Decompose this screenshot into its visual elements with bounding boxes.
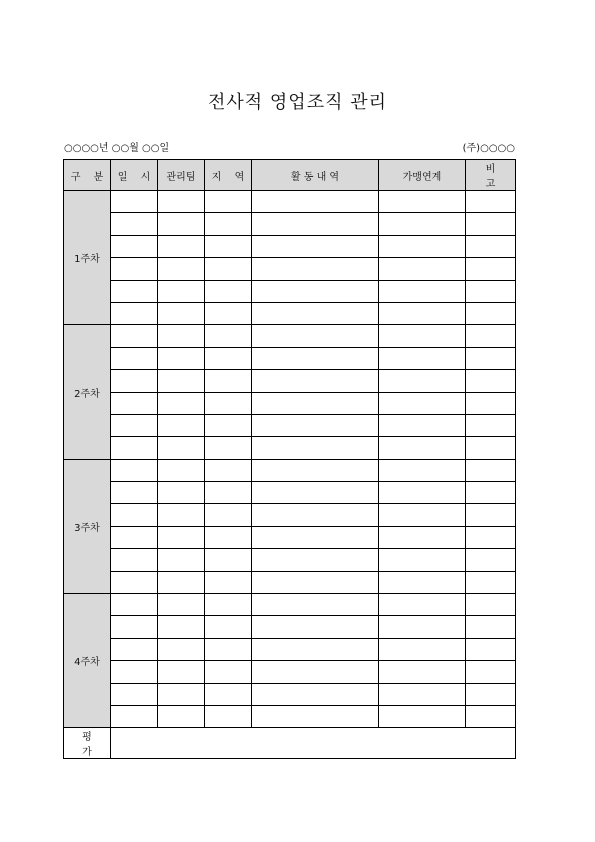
region-cell[interactable] xyxy=(205,392,252,414)
remarks-cell[interactable] xyxy=(466,594,516,616)
header-activity: 활 동 내 역 xyxy=(252,160,379,191)
evaluation-label: 평 가 xyxy=(64,728,111,759)
team-cell[interactable] xyxy=(158,571,205,593)
activity-cell[interactable] xyxy=(252,347,379,369)
affiliate-cell[interactable] xyxy=(379,594,466,616)
affiliate-cell[interactable] xyxy=(379,638,466,660)
remarks-cell[interactable] xyxy=(466,616,516,638)
activity-cell[interactable] xyxy=(252,213,379,235)
remarks-cell[interactable] xyxy=(466,235,516,257)
region-cell[interactable] xyxy=(205,414,252,436)
table-row xyxy=(64,302,516,324)
region-cell[interactable] xyxy=(205,683,252,705)
table-row xyxy=(64,482,516,504)
affiliate-cell[interactable] xyxy=(379,235,466,257)
team-cell[interactable] xyxy=(158,347,205,369)
datetime-cell[interactable] xyxy=(111,616,158,638)
remarks-cell[interactable] xyxy=(466,280,516,302)
datetime-cell[interactable] xyxy=(111,191,158,213)
table-row xyxy=(64,280,516,302)
region-cell[interactable] xyxy=(205,258,252,280)
team-cell[interactable] xyxy=(158,616,205,638)
table-row xyxy=(64,370,516,392)
datetime-cell[interactable] xyxy=(111,235,158,257)
datetime-cell[interactable] xyxy=(111,280,158,302)
affiliate-cell[interactable] xyxy=(379,325,466,347)
table-row xyxy=(64,526,516,548)
region-cell[interactable] xyxy=(205,616,252,638)
team-cell[interactable] xyxy=(158,594,205,616)
table-row xyxy=(64,549,516,571)
datetime-cell[interactable] xyxy=(111,370,158,392)
activity-table xyxy=(63,159,516,759)
table-row xyxy=(64,213,516,235)
week-label: 3주차 xyxy=(64,459,111,593)
table-row xyxy=(64,638,516,660)
table-row xyxy=(64,661,516,683)
team-cell[interactable] xyxy=(158,258,205,280)
activity-cell[interactable] xyxy=(252,616,379,638)
header-region: 지 역 xyxy=(205,160,252,191)
region-cell[interactable] xyxy=(205,325,252,347)
activity-cell[interactable] xyxy=(252,549,379,571)
affiliate-cell[interactable] xyxy=(379,616,466,638)
table-row xyxy=(64,325,516,347)
datetime-cell[interactable] xyxy=(111,347,158,369)
region-cell[interactable] xyxy=(205,213,252,235)
activity-cell[interactable] xyxy=(252,504,379,526)
remarks-cell[interactable] xyxy=(466,213,516,235)
affiliate-cell[interactable] xyxy=(379,347,466,369)
remarks-cell[interactable] xyxy=(466,191,516,213)
remarks-cell[interactable] xyxy=(466,347,516,369)
team-cell[interactable] xyxy=(158,213,205,235)
activity-cell[interactable] xyxy=(252,526,379,548)
region-cell[interactable] xyxy=(205,437,252,459)
datetime-cell[interactable] xyxy=(111,325,158,347)
week-label: 4주차 xyxy=(64,594,111,728)
datetime-cell[interactable] xyxy=(111,594,158,616)
activity-cell[interactable] xyxy=(252,683,379,705)
remarks-cell[interactable] xyxy=(466,571,516,593)
remarks-cell[interactable] xyxy=(466,661,516,683)
affiliate-cell[interactable] xyxy=(379,414,466,436)
activity-cell[interactable] xyxy=(252,661,379,683)
affiliate-cell[interactable] xyxy=(379,302,466,324)
region-cell[interactable] xyxy=(205,571,252,593)
table-row xyxy=(64,437,516,459)
activity-cell[interactable] xyxy=(252,370,379,392)
remarks-cell[interactable] xyxy=(466,459,516,481)
table-row xyxy=(64,191,516,213)
region-cell[interactable] xyxy=(205,594,252,616)
table-row xyxy=(64,459,516,481)
datetime-cell[interactable] xyxy=(111,392,158,414)
region-cell[interactable] xyxy=(205,280,252,302)
remarks-cell[interactable] xyxy=(466,392,516,414)
team-cell[interactable] xyxy=(158,526,205,548)
table-row xyxy=(64,258,516,280)
table-row xyxy=(64,235,516,257)
remarks-cell[interactable] xyxy=(466,504,516,526)
team-cell[interactable] xyxy=(158,235,205,257)
team-cell[interactable] xyxy=(158,683,205,705)
remarks-cell[interactable] xyxy=(466,258,516,280)
team-cell[interactable] xyxy=(158,370,205,392)
table-row xyxy=(64,392,516,414)
affiliate-cell[interactable] xyxy=(379,280,466,302)
table-row xyxy=(64,571,516,593)
activity-cell[interactable] xyxy=(252,594,379,616)
remarks-cell[interactable] xyxy=(466,325,516,347)
activity-cell[interactable] xyxy=(252,235,379,257)
table-row xyxy=(64,504,516,526)
activity-cell[interactable] xyxy=(252,482,379,504)
datetime-cell[interactable] xyxy=(111,683,158,705)
team-cell[interactable] xyxy=(158,504,205,526)
affiliate-cell[interactable] xyxy=(379,213,466,235)
affiliate-cell[interactable] xyxy=(379,661,466,683)
remarks-cell[interactable] xyxy=(466,705,516,727)
datetime-cell[interactable] xyxy=(111,504,158,526)
page-title: 전사적 영업조직 관리 xyxy=(208,92,387,113)
datetime-cell[interactable] xyxy=(111,482,158,504)
affiliate-cell[interactable] xyxy=(379,459,466,481)
datetime-cell[interactable] xyxy=(111,258,158,280)
activity-cell[interactable] xyxy=(252,437,379,459)
datetime-cell[interactable] xyxy=(111,437,158,459)
activity-cell[interactable] xyxy=(252,414,379,436)
datetime-cell[interactable] xyxy=(111,459,158,481)
affiliate-cell[interactable] xyxy=(379,258,466,280)
activity-cell[interactable] xyxy=(252,638,379,660)
team-cell[interactable] xyxy=(158,302,205,324)
datetime-cell[interactable] xyxy=(111,661,158,683)
evaluation-cell[interactable] xyxy=(111,728,516,759)
activity-cell[interactable] xyxy=(252,325,379,347)
region-cell[interactable] xyxy=(205,638,252,660)
remarks-cell[interactable] xyxy=(466,482,516,504)
datetime-cell[interactable] xyxy=(111,638,158,660)
remarks-cell[interactable] xyxy=(466,549,516,571)
affiliate-cell[interactable] xyxy=(379,437,466,459)
affiliate-cell[interactable] xyxy=(379,191,466,213)
activity-cell[interactable] xyxy=(252,459,379,481)
header-affiliate: 가맹연계 xyxy=(379,160,466,191)
affiliate-cell[interactable] xyxy=(379,549,466,571)
datetime-cell[interactable] xyxy=(111,414,158,436)
activity-cell[interactable] xyxy=(252,705,379,727)
datetime-cell[interactable] xyxy=(111,302,158,324)
header-row xyxy=(64,160,516,191)
team-cell[interactable] xyxy=(158,459,205,481)
team-cell[interactable] xyxy=(158,191,205,213)
region-cell[interactable] xyxy=(205,191,252,213)
week-label: 1주차 xyxy=(64,191,111,325)
region-cell[interactable] xyxy=(205,482,252,504)
affiliate-cell[interactable] xyxy=(379,370,466,392)
remarks-cell[interactable] xyxy=(466,302,516,324)
team-cell[interactable] xyxy=(158,325,205,347)
region-cell[interactable] xyxy=(205,302,252,324)
header-category: 구 분 xyxy=(64,160,111,191)
table-row xyxy=(64,414,516,436)
region-cell[interactable] xyxy=(205,661,252,683)
team-cell[interactable] xyxy=(158,482,205,504)
datetime-cell[interactable] xyxy=(111,526,158,548)
datetime-cell[interactable] xyxy=(111,549,158,571)
table-row xyxy=(64,347,516,369)
company-field: (주)○○○○ xyxy=(462,143,515,154)
remarks-cell[interactable] xyxy=(466,638,516,660)
team-cell[interactable] xyxy=(158,392,205,414)
activity-cell[interactable] xyxy=(252,191,379,213)
evaluation-row xyxy=(64,728,516,759)
affiliate-cell[interactable] xyxy=(379,683,466,705)
table-row xyxy=(64,616,516,638)
remarks-cell[interactable] xyxy=(466,526,516,548)
date-field: ○○○○년 ○○월 ○○일 xyxy=(64,143,170,154)
region-cell[interactable] xyxy=(205,235,252,257)
affiliate-cell[interactable] xyxy=(379,392,466,414)
team-cell[interactable] xyxy=(158,280,205,302)
team-cell[interactable] xyxy=(158,437,205,459)
week-label: 2주차 xyxy=(64,325,111,459)
team-cell[interactable] xyxy=(158,638,205,660)
table-body xyxy=(64,191,516,728)
region-cell[interactable] xyxy=(205,549,252,571)
activity-cell[interactable] xyxy=(252,258,379,280)
affiliate-cell[interactable] xyxy=(379,482,466,504)
table-row xyxy=(64,594,516,616)
activity-cell[interactable] xyxy=(252,280,379,302)
team-cell[interactable] xyxy=(158,414,205,436)
header-remarks: 비 고 xyxy=(466,160,516,191)
table-row xyxy=(64,705,516,727)
region-cell[interactable] xyxy=(205,526,252,548)
header-datetime: 일 시 xyxy=(111,160,158,191)
affiliate-cell[interactable] xyxy=(379,705,466,727)
header-team: 관리팀 xyxy=(158,160,205,191)
remarks-cell[interactable] xyxy=(466,437,516,459)
region-cell[interactable] xyxy=(205,504,252,526)
region-cell[interactable] xyxy=(205,347,252,369)
affiliate-cell[interactable] xyxy=(379,571,466,593)
team-cell[interactable] xyxy=(158,549,205,571)
affiliate-cell[interactable] xyxy=(379,504,466,526)
datetime-cell[interactable] xyxy=(111,705,158,727)
region-cell[interactable] xyxy=(205,370,252,392)
region-cell[interactable] xyxy=(205,705,252,727)
remarks-cell[interactable] xyxy=(466,370,516,392)
remarks-cell[interactable] xyxy=(466,683,516,705)
datetime-cell[interactable] xyxy=(111,213,158,235)
activity-cell[interactable] xyxy=(252,571,379,593)
remarks-cell[interactable] xyxy=(466,414,516,436)
region-cell[interactable] xyxy=(205,459,252,481)
team-cell[interactable] xyxy=(158,705,205,727)
datetime-cell[interactable] xyxy=(111,571,158,593)
activity-cell[interactable] xyxy=(252,302,379,324)
team-cell[interactable] xyxy=(158,661,205,683)
table-row xyxy=(64,683,516,705)
activity-cell[interactable] xyxy=(252,392,379,414)
affiliate-cell[interactable] xyxy=(379,526,466,548)
